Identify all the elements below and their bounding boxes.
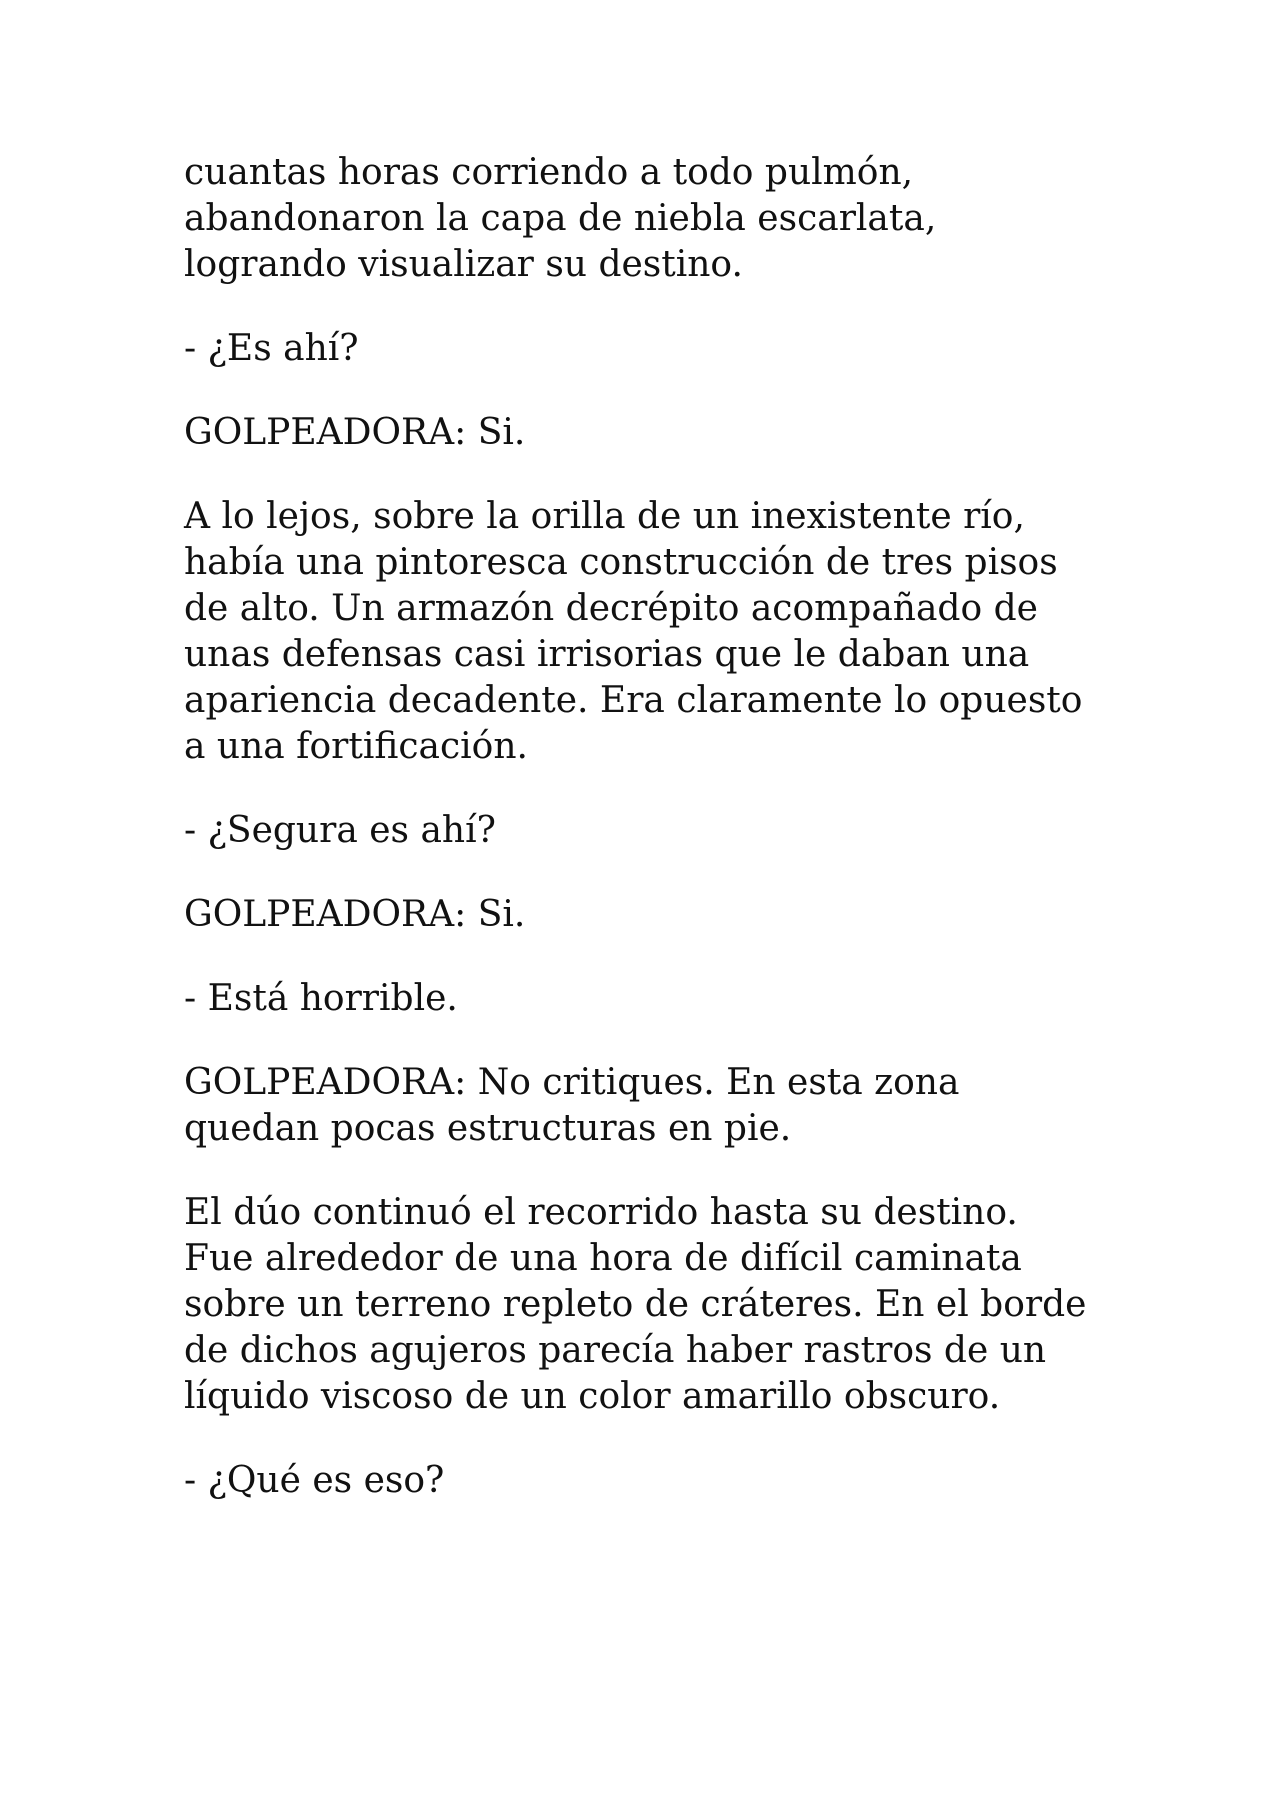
text-line: había una pintoresca construcción de tres pisos [184,542,1058,583]
dialogue-line [184,1458,1124,1504]
page-text [184,150,1124,1542]
dialogue-line [184,1060,1124,1152]
narration-paragraph [184,494,1124,770]
text-line: - Está horrible. [184,978,458,1019]
dialogue-line [184,976,1124,1022]
text-line: a una fortificación. [184,726,528,767]
dialogue-line [184,892,1124,938]
text-line: apariencia decadente. Era claramente lo opuesto [184,680,1083,721]
text-line: de alto. Un armazón decrépito acompañado de [184,588,1038,629]
text-line: A lo lejos, sobre la orilla de un inexistente río, [184,496,1025,537]
text-line: GOLPEADORA: No critiques. En esta zona [184,1062,960,1103]
text-line: GOLPEADORA: Si. [184,412,526,453]
text-line: logrando visualizar su destino. [184,244,743,285]
text-line: - ¿Segura es ahí? [184,810,496,851]
text-line: - ¿Qué es eso? [184,1460,445,1501]
text-line: - ¿Es ahí? [184,328,359,369]
text-line: sobre un terreno repleto de cráteres. En el borde [184,1284,1087,1325]
text-line: unas defensas casi irrisorias que le daban una [184,634,1030,675]
text-line: Fue alrededor de una hora de difícil caminata [184,1238,1022,1279]
narration-paragraph [184,150,1124,288]
text-line: GOLPEADORA: Si. [184,894,526,935]
dialogue-line [184,410,1124,456]
dialogue-line [184,808,1124,854]
narration-paragraph [184,1190,1124,1420]
text-line: quedan pocas estructuras en pie. [184,1108,792,1149]
text-line: abandonaron la capa de niebla escarlata, [184,198,937,239]
text-line: líquido viscoso de un color amarillo obscuro. [184,1376,1001,1417]
dialogue-line [184,326,1124,372]
text-line: cuantas horas corriendo a todo pulmón, [184,152,914,193]
text-line: El dúo continuó el recorrido hasta su destino. [184,1192,1018,1233]
text-line: de dichos agujeros parecía haber rastros de un [184,1330,1047,1371]
